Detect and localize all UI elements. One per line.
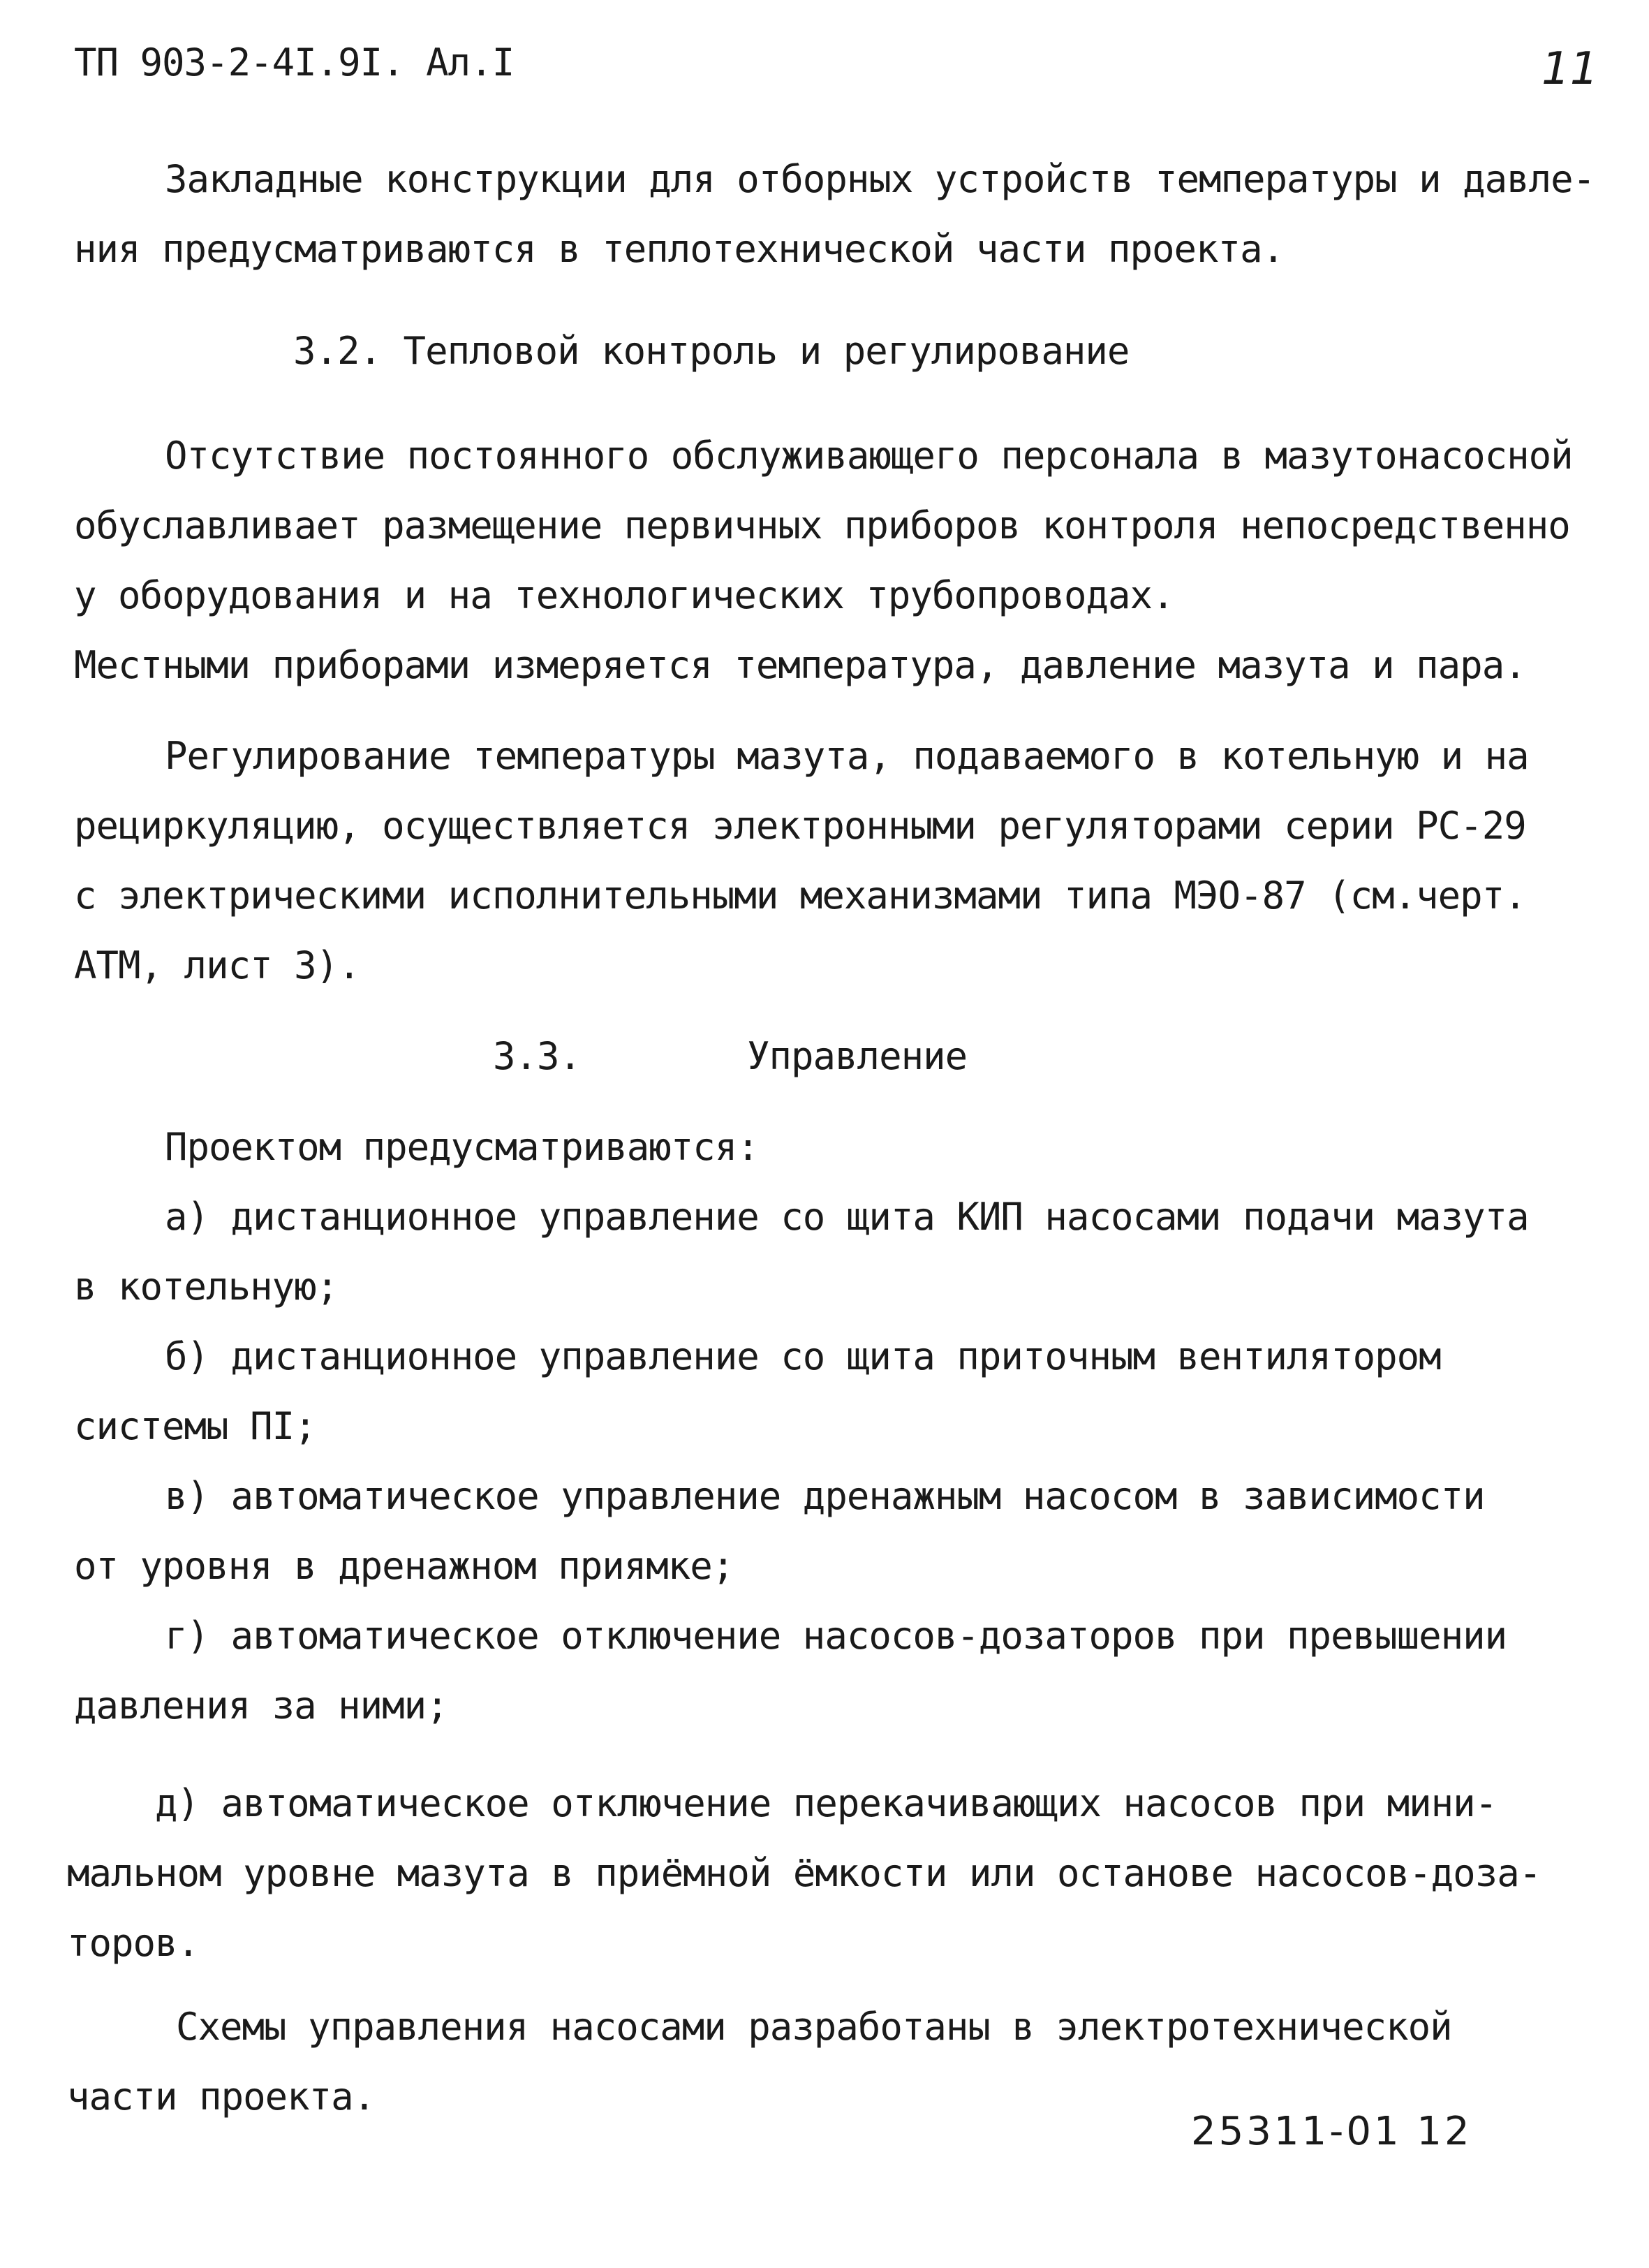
list-intro: Проектом предусматриваются:: [165, 1125, 759, 1169]
list-item-v-line-2: от уровня в дренажном приямке;: [74, 1544, 734, 1588]
list-item-b-line-1: б) дистанционное управление со щита приточным вентилятором: [165, 1334, 1441, 1378]
list-item-a-line-1: а) дистанционное управление со щита КИП насосами подачи мазута: [165, 1195, 1529, 1239]
list-item-d-line-2: мальном уровне мазута в приёмной ёмкости или останове насосов-доза-: [67, 1851, 1541, 1895]
section-3-3-number: 3.3.: [493, 1034, 582, 1078]
list-item-v-line-1: в) автоматическое управление дренажным насосом в зависимости: [165, 1474, 1485, 1518]
list-item-d-line-1: д) автоматическое отключение перекачивающих насосов при мини-: [155, 1781, 1498, 1825]
intro-line-1: Закладные конструкции для отборных устройств температуры и давле-: [165, 157, 1595, 201]
paragraph-line: у оборудования и на технологических трубопроводах.: [74, 573, 1174, 617]
intro-line-2: ния предусматриваются в теплотехнической части проекта.: [74, 227, 1285, 271]
closing-line-1: Схемы управления насосами разработаны в электротехнической: [176, 2005, 1452, 2049]
paragraph-line: Местными приборами измеряется температура, давление мазута и пара.: [74, 643, 1526, 687]
paragraph-line: с электрическими исполнительными механизмами типа МЭО-87 (см.черт.: [74, 874, 1526, 918]
list-item-g-line-1: г) автоматическое отключение насосов-дозаторов при превышении: [165, 1614, 1507, 1658]
list-item-d-line-3: торов.: [67, 1921, 200, 1965]
closing-line-2: части проекта.: [67, 2075, 376, 2119]
list-item-g-line-2: давления за ними;: [74, 1684, 448, 1728]
paragraph-line: обуславливает размещение первичных приборов контроля непосредственно: [74, 503, 1570, 547]
document-code: ТП 903-2-4I.9I. Ал.I: [74, 40, 515, 84]
section-3-2-heading: 3.2. Тепловой контроль и регулирование: [293, 329, 1130, 373]
paragraph-line: Регулирование температуры мазута, подаваемого в котельную и на: [165, 734, 1529, 778]
paragraph-line: Отсутствие постоянного обслуживающего персонала в мазутонасосной: [165, 434, 1573, 478]
paragraph-line: рециркуляцию, осуществляется электронными регуляторами серии РС-29: [74, 804, 1526, 848]
paragraph-line: АТМ, лист 3).: [74, 943, 360, 987]
list-item-b-line-2: системы ПI;: [74, 1404, 316, 1448]
section-3-3-title: Управление: [747, 1034, 968, 1078]
page-number: 11: [1541, 43, 1599, 95]
list-item-a-line-2: в котельную;: [74, 1265, 339, 1309]
archive-stamp: 25311-01 12: [1191, 2109, 1472, 2154]
